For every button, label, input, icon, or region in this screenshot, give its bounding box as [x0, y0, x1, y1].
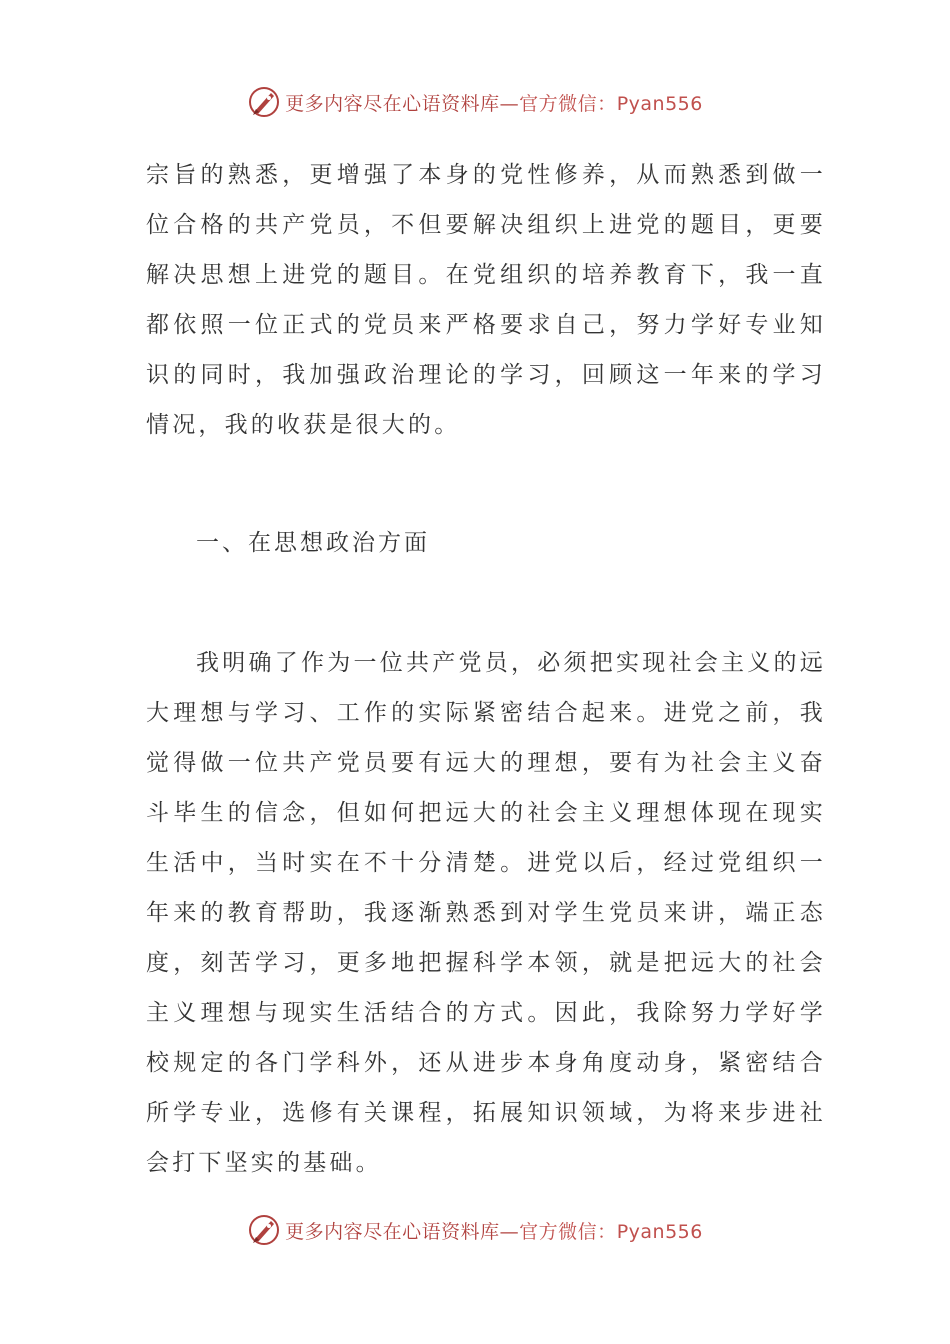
document-body	[146, 150, 826, 450]
wechat-id: Pyan556	[616, 1220, 703, 1243]
banner-slogan: 更多内容尽在心语资料库	[285, 1220, 500, 1243]
banner-text	[285, 89, 703, 116]
banner-text	[285, 1217, 703, 1244]
pen-circle-logo-icon	[247, 85, 281, 119]
footer-banner	[0, 1210, 950, 1250]
section-heading: 一、在思想政治方面	[196, 530, 430, 556]
wechat-label: 官方微信：	[519, 1220, 617, 1243]
paragraph-2: 我明确了作为一位共产党员，必须把实现社会主义的远大理想与学习、工作的实际紧密结合起来。进党之前，我觉得做一位共产党员要有远大的理想，要有为社会主义奋斗毕生的信念，但如何把远大的社会主义理想体现在现实生活中，当时实在不十分清楚。进党以后，经过党组织一年来的教育帮助，我逐渐熟悉到对学生党员来讲，端正态度，刻苦学习，更多地把握科学本领，就是把远大的社会主义理想与现实生活结合的方式。因此，我除努力学好学校规定的各门学科外，还从进步本身角度动身，紧密结合所学专业，选修有关课程，拓展知识领域，为将来步进社会打下坚实的基础。	[146, 650, 826, 1176]
banner-separator: —	[499, 1220, 520, 1243]
banner-slogan: 更多内容尽在心语资料库	[285, 92, 500, 115]
paragraph-1: 宗旨的熟悉，更增强了本身的党性修养，从而熟悉到做一位合格的共产党员，不但要解决组织上进党的题目，更要解决思想上进党的题目。在党组织的培养教育下，我一直都依照一位正式的党员来严格要求自己，努力学好专业知识的同时，我加强政治理论的学习，回顾这一年来的学习情况，我的收获是很大的。	[146, 162, 826, 438]
header-banner	[0, 82, 950, 122]
banner-separator: —	[499, 92, 520, 115]
wechat-label: 官方微信：	[519, 92, 617, 115]
pen-circle-logo-icon	[247, 1213, 281, 1247]
wechat-id: Pyan556	[616, 92, 703, 115]
